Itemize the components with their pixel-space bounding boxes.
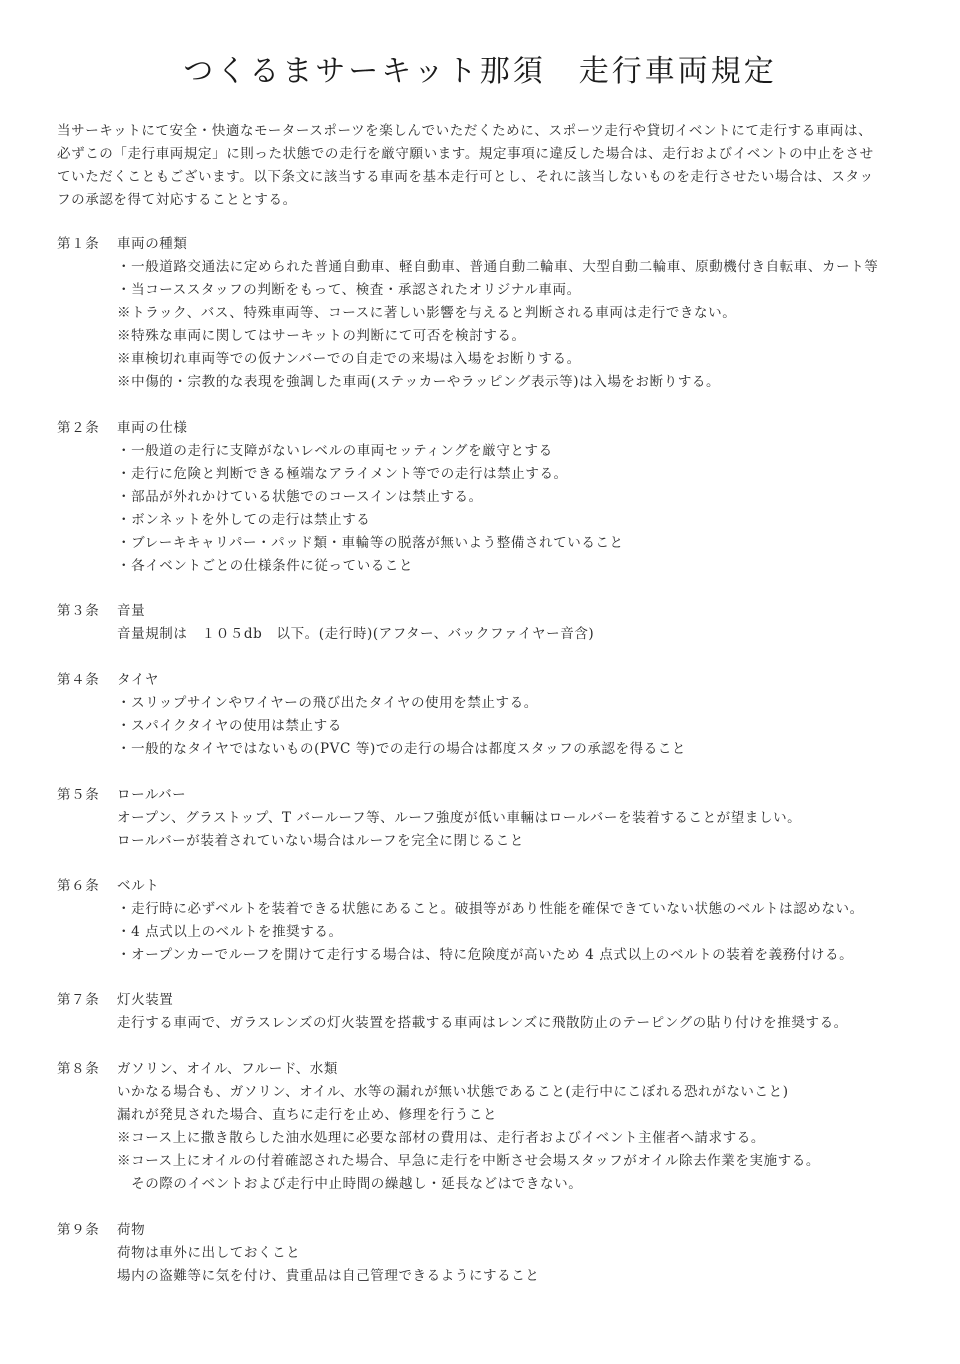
article-heading — [57, 233, 927, 256]
article-line: ・ボンネットを外しての走行は禁止する — [117, 512, 371, 528]
article-line: 漏れが発見された場合、直ちに走行を止め、修理を行うこと — [117, 1107, 498, 1123]
article-number: 第３条 — [57, 603, 100, 619]
article-line: ・一般道路交通法に定められた普通自動車、軽自動車、普通自動二輪車、大型自動二輪車、原動機付き自転車、カート等 — [117, 259, 879, 275]
article-line: ・4 点式以上のベルトを推奨する。 — [117, 924, 343, 940]
article-heading — [57, 784, 927, 807]
article-7 — [57, 989, 927, 1035]
intro-line: ていただくこともございます。以下条文に該当する車両を基本走行可とし、それに該当しないものを走行させたい場合は、スタッ — [57, 169, 874, 185]
article-6 — [57, 875, 927, 967]
article-line: ロールバーが装着されていない場合はルーフを完全に閉じること — [117, 833, 525, 849]
article-line: 場内の盗難等に気を付け、貴重品は自己管理できるようにすること — [117, 1268, 540, 1284]
intro-line: 必ずこの「走行車両規定」に則った状態での走行を厳守願います。規定事項に違反した場合は、走行およびイベントの中止をさせ — [57, 146, 874, 162]
article-title: ガソリン、オイル、フルード、水類 — [117, 1061, 339, 1077]
article-line: ・各イベントごとの仕様条件に従っていること — [117, 558, 414, 574]
article-line: ・走行時に必ずベルトを装着できる状態にあること。破損等があり性能を確保できていない状態のベルトは認めない。 — [117, 901, 864, 917]
article-line: ・一般的なタイヤではないもの(PVC 等)での走行の場合は都度スタッフの承認を得ること — [117, 741, 687, 757]
article-line: その際のイベントおよび走行中止時間の繰越し・延長などはできない。 — [117, 1176, 583, 1192]
article-line: ※コース上に撒き散らした油水処理に必要な部材の費用は、走行者およびイベント主催者へ請求する。 — [117, 1130, 765, 1146]
article-heading — [57, 417, 927, 440]
article-heading — [57, 1058, 927, 1081]
article-title: 荷物 — [117, 1222, 146, 1238]
article-title: 灯火装置 — [117, 992, 174, 1008]
intro-line: 当サーキットにて安全・快適なモータースポーツを楽しんでいただくために、スポーツ走行や貸切イベントにて走行する車両は、 — [57, 123, 873, 139]
article-number: 第２条 — [57, 420, 100, 436]
article-2 — [57, 417, 927, 578]
article-heading — [57, 669, 927, 692]
article-4 — [57, 669, 927, 761]
article-line: ・走行に危険と判断できる極端なアライメント等での走行は禁止する。 — [117, 466, 568, 482]
article-line: 音量規制は １０５db 以下。(走行時)(アフター、バックファイヤー音含) — [117, 626, 595, 642]
article-line: ※トラック、バス、特殊車両等、コースに著しい影響を与えると判断される車両は走行できない。 — [117, 305, 737, 321]
article-8 — [57, 1058, 927, 1196]
article-9 — [57, 1219, 927, 1288]
article-title: タイヤ — [117, 672, 160, 688]
article-number: 第７条 — [57, 992, 100, 1008]
article-heading — [57, 600, 927, 623]
article-line: ・スリップサインやワイヤーの飛び出たタイヤの使用を禁止する。 — [117, 695, 538, 711]
article-line: ※特殊な車両に関してはサーキットの判断にて可否を検討する。 — [117, 328, 526, 344]
article-number: 第５条 — [57, 787, 100, 803]
article-line: ・スパイクタイヤの使用は禁止する — [117, 718, 342, 734]
article-line: ※中傷的・宗教的な表現を強調した車両(ステッカーやラッピング表示等)は入場をお断りする。 — [117, 374, 721, 390]
article-title: 音量 — [117, 603, 146, 619]
article-line: いかなる場合も、ガソリン、オイル、水等の漏れが無い状態であること(走行中にこぼれる恐れがないこと) — [117, 1084, 789, 1100]
article-line: オープン、グラストップ、T バールーフ等、ルーフ強度が低い車輛はロールバーを装着することが望ましい。 — [117, 810, 802, 826]
article-line: ※車検切れ車両等での仮ナンバーでの自走での来場は入場をお断りする。 — [117, 351, 581, 367]
intro-line: フの承認を得て対応することとする。 — [57, 192, 297, 208]
article-line: ※コース上にオイルの付着確認された場合、早急に走行を中断させ会場スタッフがオイル除去作業を実施する。 — [117, 1153, 820, 1169]
article-title: ベルト — [117, 878, 160, 894]
article-5 — [57, 784, 927, 853]
article-line: ・一般道の走行に支障がないレベルの車両セッティングを厳守とする — [117, 443, 553, 459]
article-line: ・当コーススタッフの判断をもって、検査・承認されたオリジナル車両。 — [117, 282, 581, 298]
article-line: ・オープンカーでルーフを開けて走行する場合は、特に危険度が高いため 4 点式以上のベルトの装着を義務付ける。 — [117, 947, 854, 963]
article-title: ロールバー — [117, 787, 187, 803]
article-line: ・部品が外れかけている状態でのコースインは禁止する。 — [117, 489, 483, 505]
article-number: 第６条 — [57, 878, 100, 894]
article-line: 走行する車両で、ガラスレンズの灯火装置を搭載する車両はレンズに飛散防止のテーピングの貼り付けを推奨する。 — [117, 1015, 848, 1031]
article-number: 第１条 — [57, 236, 100, 252]
article-heading — [57, 989, 927, 1012]
article-number: 第９条 — [57, 1222, 100, 1238]
article-title: 車両の種類 — [117, 236, 188, 252]
article-line: ・ブレーキキャリパー・パッド類・車輪等の脱落が無いよう整備されていること — [117, 535, 624, 551]
article-number: 第４条 — [57, 672, 100, 688]
page-title: つくるまサーキット那須 走行車両規定 — [183, 54, 777, 89]
article-line: 荷物は車外に出しておくこと — [117, 1245, 301, 1261]
intro-paragraph — [57, 120, 917, 212]
article-1 — [57, 233, 927, 394]
article-title: 車両の仕様 — [117, 420, 188, 436]
article-3 — [57, 600, 927, 646]
article-number: 第８条 — [57, 1061, 100, 1077]
article-heading — [57, 1219, 927, 1242]
article-heading — [57, 875, 927, 898]
